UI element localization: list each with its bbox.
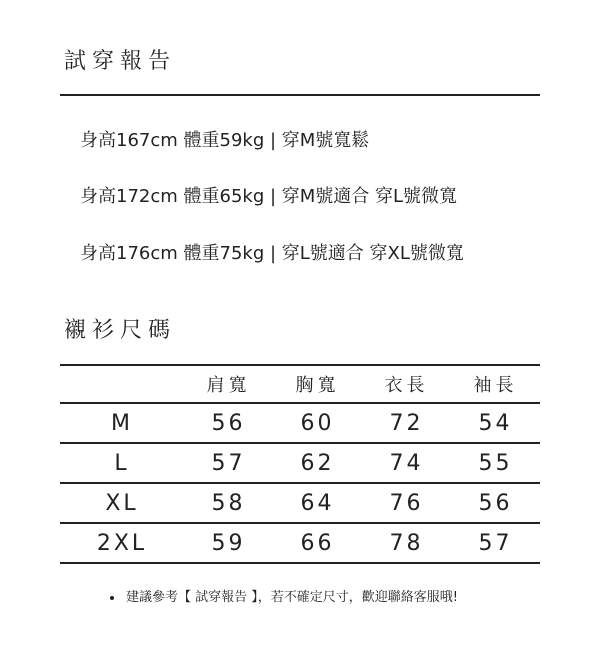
size-label: L bbox=[60, 443, 184, 483]
header-sleeve: 袖長 bbox=[451, 365, 540, 403]
fit-report-line: 身高176cm 體重75kg | 穿L號適合 穿XL號微寬 bbox=[80, 243, 464, 264]
size-label: M bbox=[60, 403, 184, 443]
size-label: 2XL bbox=[60, 523, 184, 563]
size-chart-title: 襯衫尺碼 bbox=[64, 318, 177, 343]
shoulder-value: 59 bbox=[184, 523, 273, 563]
sleeve-value: 57 bbox=[451, 523, 540, 563]
table-row bbox=[60, 523, 540, 563]
shoulder-value: 56 bbox=[184, 403, 273, 443]
size-chart-header-row bbox=[60, 365, 540, 403]
sizing-note bbox=[110, 586, 458, 605]
chest-value: 62 bbox=[273, 443, 362, 483]
chest-value: 66 bbox=[273, 523, 362, 563]
shoulder-value: 58 bbox=[184, 483, 273, 523]
sleeve-value: 54 bbox=[451, 403, 540, 443]
sleeve-value: 55 bbox=[451, 443, 540, 483]
table-row bbox=[60, 483, 540, 523]
size-label: XL bbox=[60, 483, 184, 523]
chest-value: 60 bbox=[273, 403, 362, 443]
fit-report-divider bbox=[60, 94, 540, 96]
table-row bbox=[60, 403, 540, 443]
chest-value: 64 bbox=[273, 483, 362, 523]
header-chest: 胸寬 bbox=[273, 365, 362, 403]
fit-report-title: 試穿報告 bbox=[64, 49, 177, 74]
size-chart-table bbox=[60, 364, 540, 564]
sizing-note-text: 建議參考【 試穿報告 】，若不確定尺寸，歡迎聯絡客服哦! bbox=[126, 590, 458, 605]
header-shoulder: 肩寬 bbox=[184, 365, 273, 403]
fit-report-line: 身高167cm 體重59kg | 穿M號寬鬆 bbox=[80, 130, 370, 151]
fit-report-line: 身高172cm 體重65kg | 穿M號適合 穿L號微寬 bbox=[80, 186, 458, 207]
length-value: 76 bbox=[362, 483, 451, 523]
header-length: 衣長 bbox=[362, 365, 451, 403]
sleeve-value: 56 bbox=[451, 483, 540, 523]
shoulder-value: 57 bbox=[184, 443, 273, 483]
length-value: 72 bbox=[362, 403, 451, 443]
bullet-icon bbox=[110, 596, 114, 600]
header-size bbox=[60, 365, 184, 403]
length-value: 78 bbox=[362, 523, 451, 563]
length-value: 74 bbox=[362, 443, 451, 483]
table-row bbox=[60, 443, 540, 483]
